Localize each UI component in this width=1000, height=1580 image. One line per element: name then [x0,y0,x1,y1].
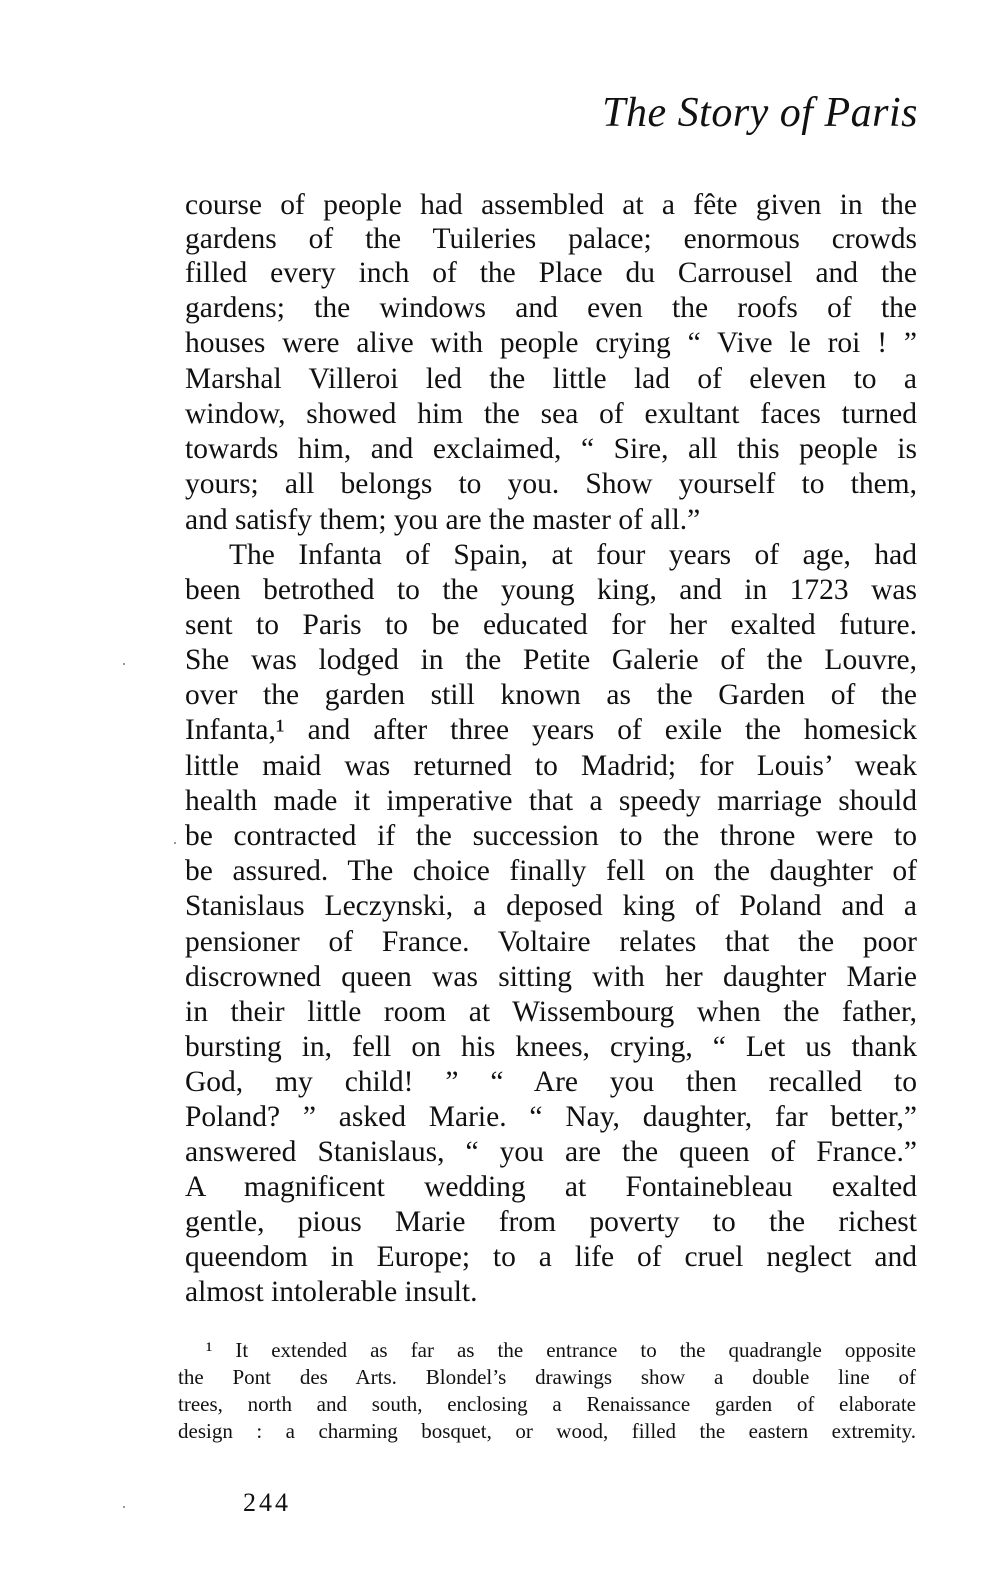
text-line: be contracted if the succession to the throne were to [185,820,917,852]
text-line: answered Stanislaus, “ you are the queen of France.” [185,1136,917,1168]
text-line: God, my child! ” “ Are you then recalled to [185,1066,917,1098]
scan-speck [123,663,125,665]
text-line: discrowned queen was sitting with her daughter Marie [185,961,917,993]
text-line: Marshal Villeroi led the little lad of eleven to a [185,363,917,395]
text-line: bursting in, fell on his knees, crying, “ Let us thank [185,1031,917,1063]
footnote-line: trees, north and south, enclosing a Renaissance garden of elaborate [178,1392,916,1416]
text-line: yours; all belongs to you. Show yourself to them, [185,468,917,500]
text-line: been betrothed to the young king, and in 1723 was [185,574,917,606]
text-line: pensioner of France. Voltaire relates that the poor [185,926,917,958]
scan-speck [123,1506,125,1508]
text-line: window, showed him the sea of exultant faces turned [185,398,917,430]
text-line: over the garden still known as the Garden of the [185,679,917,711]
text-line: gardens; the windows and even the roofs of the [185,292,917,324]
text-line: in their little room at Wissembourg when the father, [185,996,917,1028]
running-title: The Story of Paris [602,90,918,136]
text-line: course of people had assembled at a fête given in the [185,189,917,221]
footnote-line: design : a charming bosquet, or wood, filled the eastern extremity. [178,1419,916,1443]
text-line: gentle, pious Marie from poverty to the richest [185,1206,917,1238]
text-line: The Infanta of Spain, at four years of age, had [229,539,917,571]
text-line: little maid was returned to Madrid; for Louis’ weak [185,750,917,782]
footnote-line: ¹ It extended as far as the entrance to the quadrangle opposite [206,1338,916,1362]
text-line: Infanta,¹ and after three years of exile the homesick [185,714,917,746]
footnote-line: the Pont des Arts. Blondel’s drawings show a double line of [178,1365,916,1389]
text-line: sent to Paris to be educated for her exalted future. [185,609,917,641]
text-line: and satisfy them; you are the master of all.” [185,504,701,536]
text-line: towards him, and exclaimed, “ Sire, all this people is [185,433,917,465]
text-line: A magnificent wedding at Fontainebleau exalted [185,1171,917,1203]
text-line: She was lodged in the Petite Galerie of the Louvre, [185,644,917,676]
scan-speck [174,842,176,844]
text-line: Stanislaus Leczynski, a deposed king of Poland and a [185,890,917,922]
text-line: houses were alive with people crying “ Vive le roi ! ” [185,327,917,359]
text-line: queendom in Europe; to a life of cruel neglect and [185,1241,917,1273]
page-number: 244 [243,1488,291,1517]
text-line: gardens of the Tuileries palace; enormous crowds [185,223,917,255]
text-line: be assured. The choice finally fell on the daughter of [185,855,917,887]
text-line: filled every inch of the Place du Carrousel and the [185,257,917,289]
text-line: health made it imperative that a speedy marriage should [185,785,917,817]
text-line: almost intolerable insult. [185,1276,478,1308]
text-line: Poland? ” asked Marie. “ Nay, daughter, far better,” [185,1101,917,1133]
